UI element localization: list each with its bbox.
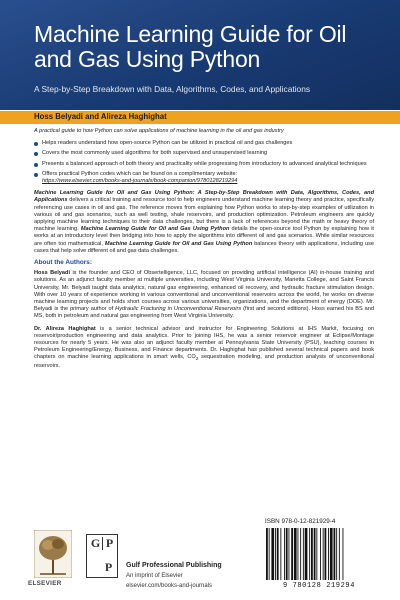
intro-text: A practical guide to how Python can solve applications of machine learning in the oil and gas industry [34, 128, 284, 134]
about-authors-heading: About the Authors: [34, 259, 92, 267]
barcode-bar [323, 528, 324, 580]
elsevier-wordmark: ELSEVIER [28, 580, 62, 587]
barcode-bar [284, 528, 285, 580]
barcode-bar [294, 528, 297, 580]
barcode-bar [328, 528, 329, 580]
barcode-bar [334, 528, 336, 580]
bullet-icon [34, 142, 38, 146]
barcode-bar [314, 528, 316, 580]
bullet-icon [34, 163, 38, 167]
barcode-bar [316, 528, 317, 580]
cover-body [34, 128, 374, 375]
bullet-icon [34, 152, 38, 156]
publisher-name: Gulf Professional Publishing [126, 562, 222, 569]
barcode-bar [266, 528, 268, 580]
barcode-bar [343, 528, 344, 580]
barcode-bar [280, 528, 281, 580]
companion-website-link[interactable]: https://www.elsevier.com/books-and-journals/book-companion/9780128219294 [42, 178, 238, 185]
isbn-barcode [262, 526, 376, 584]
barcode-bar [330, 528, 333, 580]
barcode-bar [277, 528, 279, 580]
barcode-bar [300, 528, 301, 580]
author-bar [0, 111, 400, 124]
author-bio-haghighat: Dr. Alireza Haghighat is a senior technical advisor and instructor for Engineering Solutions at IHS Markit, focusing on reservoir/production engineering and data analytics. Prior to joining IHS, he was a senior reservoir engineer at Eclipse/Montage resources for nearly 5 years. He was also an adjunct faculty member at Pennsylvania State University (PSU), teaching courses in Petroleum Engineering/Energy, Business, and Finance departments. Dr. Haghighat has published several technical papers and book chapters on machine learning applications in smart wells, $CO_2$ sequestration modeling, and production analysis of unconventional reservoirs. [34, 325, 374, 369]
barcode-number: 9 780128 219294 [282, 582, 355, 590]
feature-item: Presents a balanced approach of both theory and practicality while progressing from introductory to advanced analytical techniques [34, 161, 374, 168]
barcode-bar [325, 528, 327, 580]
publisher-imprint: An imprint of Elsevier [126, 573, 183, 579]
barcode-bar [309, 528, 310, 580]
barcode-bar [339, 528, 340, 580]
barcode-bar [271, 528, 274, 580]
feature-list [34, 140, 374, 185]
barcode-bar [311, 528, 313, 580]
barcode-bar [305, 528, 308, 580]
feature-item: Offers practical Python codes which can be found on a complimentary website: https://www.elsevier.com/books-and-journals/book-companion/9780128219294 [34, 171, 374, 185]
book-title: Machine Learning Guide for Oil and Gas Using Python [34, 21, 347, 72]
book-subtitle: A Step-by-Step Breakdown with Data, Algorithms, Codes, and Applications [34, 84, 311, 94]
barcode-bar [291, 528, 293, 580]
barcode-bar [298, 528, 299, 580]
barcode-bar [289, 528, 290, 580]
cover-header [0, 0, 400, 110]
isbn-text: ISBN 978-0-12-821929-4 [265, 518, 336, 525]
author-names: Hoss Belyadi and Alireza Haghighat [34, 112, 167, 121]
elsevier-tree-logo [34, 530, 72, 578]
publisher-url[interactable]: elsevier.com/books-and-journals [126, 583, 213, 589]
book-description: Machine Learning Guide for Oil and Gas Using Python: A Step-by-Step Breakdown with Data, Algorithms, Codes, and Applications delivers a critical training and resource tool to help engineers understand machine learning theory and practice, specifically referencing use cases in oil and gas. The reference moves from explaining how Python works to step-by-step examples of utilization in various oil and gas scenarios, such as well testing, shale reservoirs, and production optimization. Petroleum engineers are quickly applying machine learning techniques to their data challenges, but there is a lack of references beyond the math or heavy theory of machine learning. Machine Learning Guide for Oil and Gas Using Python details the open-source tool Python by explaining how it works at an introductory level then bridging into how to apply the algorithms into different oil and gas scenarios. While similar resources are often too mathematical, Machine Learning Guide for Oil and Gas Using Python balances theory with applications, including use cases that help solve different oil and gas data challenges. [34, 190, 374, 254]
barcode-bar [286, 528, 288, 580]
feature-item: Covers the most commonly used algorithms for both supervised and unsupervised learning [34, 150, 374, 157]
gpp-logo: G P P [86, 534, 118, 578]
barcode-bar [303, 528, 304, 580]
barcode-bar [320, 528, 321, 580]
feature-item: Helps readers understand how open-source Python can be utilized in practical oil and gas challenges [34, 140, 374, 147]
author-bio-belyadi: Hoss Belyadi is the founder and CEO of Obsertelligence, LLC, focused on providing artificial intelligence (AI) in-house training and solutions. As an adjunct faculty member at multiple universities, including West Virginia University, Marietta College, and Saint Francis University, Mr. Belyadi taught data analytics, natural gas engineering, enhanced oil recovery, and hydraulic fracture stimulation design. With over 10 years of experience working in various conventional and unconventional reservoirs across the world, he works on diverse machine learning projects and holds short courses across various universities, organizations, and the department of energy (DOE). Mr. Belyadi is the primary author of Hydraulic Fracturing in Unconventional Reservoirs (first and second editions). Hoss earned his BS and MS, both in petroleum and natural gas engineering from West Virginia University. [34, 270, 374, 320]
cover-footer [0, 518, 400, 600]
barcode-bar [269, 528, 270, 580]
barcode-bar [275, 528, 276, 580]
barcode-bar [336, 528, 337, 580]
bullet-icon [34, 173, 38, 177]
